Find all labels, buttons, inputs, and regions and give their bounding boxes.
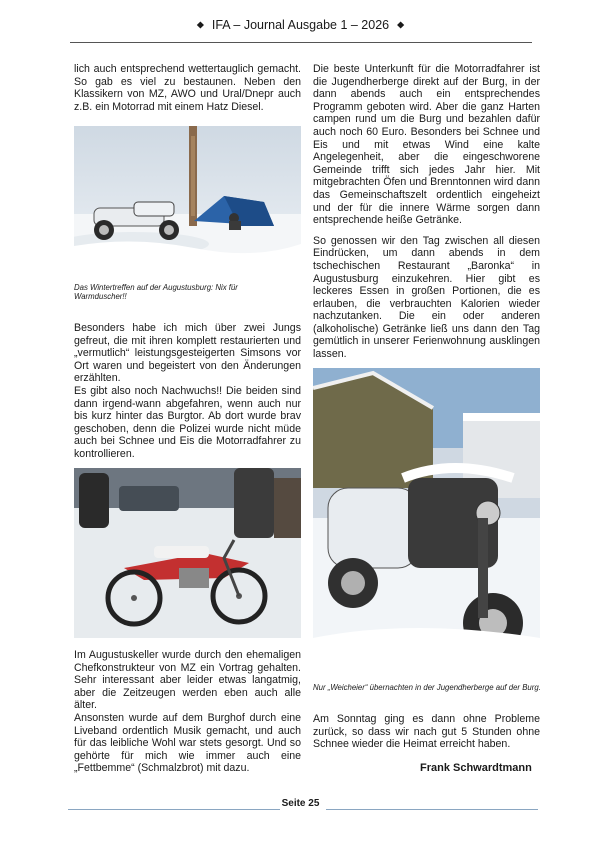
journal-header [0,18,601,32]
paragraph: Ansonsten wurde auf dem Burghof durch eine Liveband ordentlich Musik gemacht, und auch für das leibliche Wohl war stets gesorgt. Und so gehörte für mich wie immer auch eine „Fettbemme“ (Schmalzbrot) mit dazu. [74,711,301,775]
footer-rule-right [326,809,538,810]
page-number: Seite 25 [281,798,320,809]
ornament-left-icon: ⯁ [196,21,205,32]
photo-winter-camp [74,126,301,277]
photo-snowy-sidecar [313,368,540,672]
left-column-text-3 [74,649,301,775]
author-name: Frank Schwardtmann [420,762,532,774]
caption-winter-camp: Das Wintertreffen auf der Augustusburg: Nix für Warmduscher!! [74,283,238,302]
header-divider [70,42,532,43]
paragraph: Im Augustuskeller wurde durch den ehemaligen Chefkonstrukteur von MZ ein Vortrag gehalten. Sehr interessant aber leider etwas langatmig, aber die Zeitzeugen werden eben auch alle älter. [74,649,301,712]
footer-rule-left [68,809,280,810]
paragraph: So genossen wir den Tag zwischen all diesen Eindrücken, um dann abends in dem tschechischen Restaurant „Baronka“ in Augustusburg einzukehren. Hier gibt es leckeres Essen in großen Portionen, die es erlauben, die verbrauchten Kalorien wieder nachzutanken. Die ein oder anderen (alkoholische) Getränke ließ uns dann den Tag gemütlich in unserer Ferienwohnung ausklingen lassen. [313,234,540,361]
right-column-text-1 [313,63,540,361]
ornament-right-icon: ⯁ [396,21,405,32]
journal-title: IFA – Journal Ausgabe 1 – 2026 [211,18,390,32]
paragraph: Besonders habe ich mich über zwei Jungs gefreut, die mit ihren komplett restaurierten und „vermutlich“ leistungsgesteigerten Simsons vor Ort waren und begeistert von den Änderungen erzählten. [74,322,301,385]
right-column-text-2 [313,713,540,751]
paragraph: lich auch entsprechend wettertauglich gemacht. So gab es viel zu bestaunen. Neben den Klassikern von MZ, AWO und Ural/Dnepr auch z.B. ein Motorrad mit einem Hatz Diesel. [74,63,301,113]
left-column-text-1 [74,63,301,113]
paragraph: Die beste Unterkunft für die Motorradfahrer ist die Jugendherberge direkt auf der Burg, in der dann abends auch ein entsprechendes Programm geboten wird. Aber die ganz Harten campen rund um die Burg und bezahlen dafür auch noch 60 Euro. Besonders bei Schnee und Eis und mit etwas Wind eine kalte Angelegenheit, aber die eingeschworene Gemeinde trifft sich jedes Jahr hier. Mit mitgebrachten Öfen und Brenntonnen wird dann das Gemeinschaftszelt ordentlich eingeheizt und der für die innere Wärme sorgen dann entsprechende heiße Getränke. [313,63,540,227]
paragraph: Es gibt also noch Nachwuchs!! Die beiden sind dann irgend-wann abgefahren, wenn auch nur bis kurz hinter das Burgtor. Ab dort wurde brav geschoben, denn die Polizei wurde nicht müde auch bei Schnee und Eis die Motorradfahrer zu kontrollieren. [74,384,301,460]
paragraph: Am Sonntag ging es dann ohne Probleme zurück, so dass wir nach gut 5 Stunden ohne Schnee wieder die Heimat erreicht haben. [313,713,540,751]
photo-restored-motorcycle [74,468,301,638]
left-column-text-2 [74,322,301,461]
caption-snowy-sidecar: Nur „Weicheier“ übernachten in der Jugendherberge auf der Burg. [313,683,541,692]
